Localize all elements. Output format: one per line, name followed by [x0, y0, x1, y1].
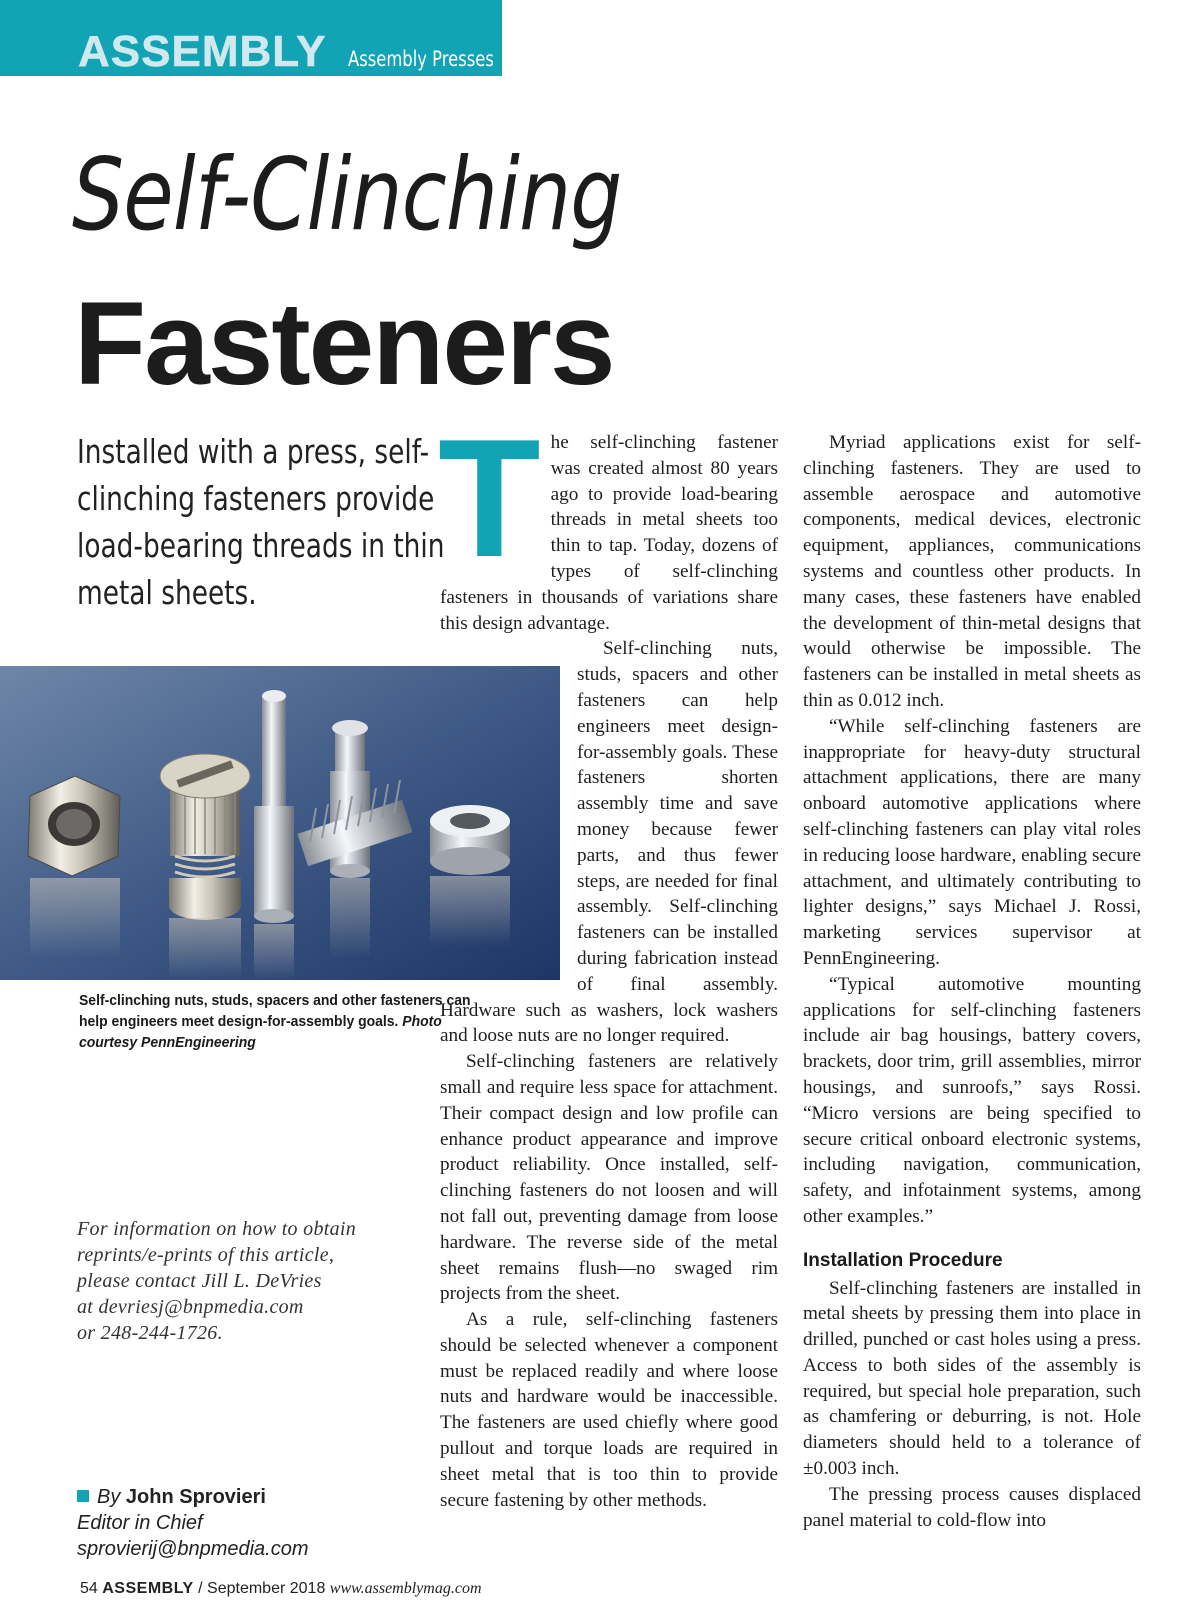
page-footer — [80, 1580, 482, 1598]
caption-text: Self-clinching nuts, studs, spacers and other fasteners can help engineers meet design-for-assembly goals. — [79, 992, 471, 1030]
photo-wrap-spacer — [440, 636, 577, 973]
article-paragraph: As a rule, self-clinching fasteners should be selected whenever a component must be replaced readily and where loose nuts and hardware would be inaccessible. The fasteners are used chiefly where good pullout and torque loads are required in sheet metal that is too thin to provide secure fastening by other methods. — [440, 1309, 778, 1511]
reprints-email-line[interactable]: at devriesj@bnpmedia.com — [77, 1296, 304, 1318]
drop-cap: T — [438, 404, 541, 592]
deck-line: Installed with a press, self- — [77, 432, 430, 471]
article-paragraph: “While self-clinching fasteners are inappropriate for heavy-duty structural attachment applications, there are many onboard automotive applications where self-clinching fasteners can play vital roles in reducing loose hardware, enabling secure attachment, and ultimately contributing to lighter designs,” says Michael J. Rossi, marketing services supervisor at PennEngineering. — [803, 715, 1141, 969]
deck-line: clinching fasteners provide — [77, 479, 435, 518]
reprints-line: reprints/e-prints of this article, — [77, 1244, 335, 1266]
subsection-label: Assembly Presses — [348, 47, 494, 71]
article-paragraph: Self-clinching nuts, studs, spacers and other fasteners can help engineers meet design-for-assembly goals. These fasteners shorten assembly time and save money because fewer parts, and thus fewer steps, are needed for final assembly. Self-clinching fasteners can be installed during fabrication instead of final assembly. Hardware such as washers, lock washers and loose nuts are no longer required. — [440, 638, 778, 1047]
article-paragraph: he self-clinching fastener was created almost 80 years ago to provide load-bearing threads in metal sheets too thin to tap. Today, dozens of types of self-clinching fasteners in thousands of variations share this design advantage. — [440, 432, 778, 634]
author-email[interactable]: sprovierij@bnpmedia.com — [77, 1538, 309, 1560]
captive-screw-shape — [160, 754, 250, 920]
page-number: 54 — [80, 1580, 98, 1597]
reprints-line: For information on how to obtain — [77, 1218, 357, 1240]
reprints-note — [77, 1216, 407, 1346]
author-role: Editor in Chief — [77, 1512, 203, 1534]
deck-line: metal sheets. — [77, 573, 257, 612]
article-column-middle — [438, 404, 778, 1513]
headline-line2: Fasteners — [74, 278, 614, 410]
bullet-square-icon — [77, 1490, 89, 1502]
headline-line1: Self-Clinching — [72, 136, 622, 253]
article-paragraph: “Typical automotive mounting applications for self-clinching fasteners include air bag housings, battery covers, brackets, door trim, grill assemblies, mirror housings, and sunroofs,” says Rossi. “Micro versions are being specified to secure critical onboard electronic systems, including navigation, communication, safety, and infotainment systems, among other examples.” — [803, 973, 1141, 1227]
reprints-phone-line: or 248-244-1726. — [77, 1322, 223, 1344]
caption-credit: Photo courtesy PennEngineering — [79, 1013, 442, 1051]
article-column-right — [803, 430, 1141, 1533]
hex-nut-shape — [28, 776, 120, 876]
author-name: John Sprovieri — [125, 1486, 266, 1508]
article-paragraph: Self-clinching fasteners are relatively small and require less space for attachment. Their compact design and low profile can enhance product appearance and improve product reliability. Once installed, self-clinching fasteners do not loosen and will not fall out, preventing damage from loose hardware. The reverse side of the metal sheet remains flush—no swaged rim projects from the sheet. — [440, 1051, 778, 1305]
section-label: ASSEMBLY — [78, 27, 327, 76]
section-subhead: Installation Procedure — [803, 1249, 1003, 1271]
footer-issue: / September 2018 — [198, 1580, 326, 1597]
reprints-line: please contact Jill L. DeVries — [77, 1270, 322, 1292]
article-paragraph: The pressing process causes displaced panel material to cold-flow into — [803, 1483, 1141, 1531]
article-paragraph: Myriad applications exist for self-clinching fasteners. They are used to assemble aerospace and automotive components, medical devices, electronic equipment, appliances, communications systems and countless other products. In many cases, these fasteners have enabled the development of thin-metal designs that would otherwise be impossible. The fasteners can be installed in metal sheets as thin as 0.012 inch. — [803, 432, 1141, 711]
photo-caption — [79, 990, 479, 1053]
article-paragraph: Self-clinching fasteners are installed in metal sheets by pressing them into place in drilled, punched or cast holes using a press. Access to both sides of the assembly is required, but special hole preparation, such as chamfering or deburring, is not. Hole diameters should held to a tolerance of ±0.003 inch. — [803, 1277, 1141, 1480]
footer-publication: ASSEMBLY — [102, 1580, 194, 1597]
deck-line: load-bearing threads in thin — [77, 526, 445, 565]
byline — [77, 1484, 407, 1562]
byline-by: By — [97, 1486, 121, 1508]
footer-url[interactable]: www.assemblymag.com — [329, 1580, 482, 1597]
deck — [77, 428, 445, 616]
